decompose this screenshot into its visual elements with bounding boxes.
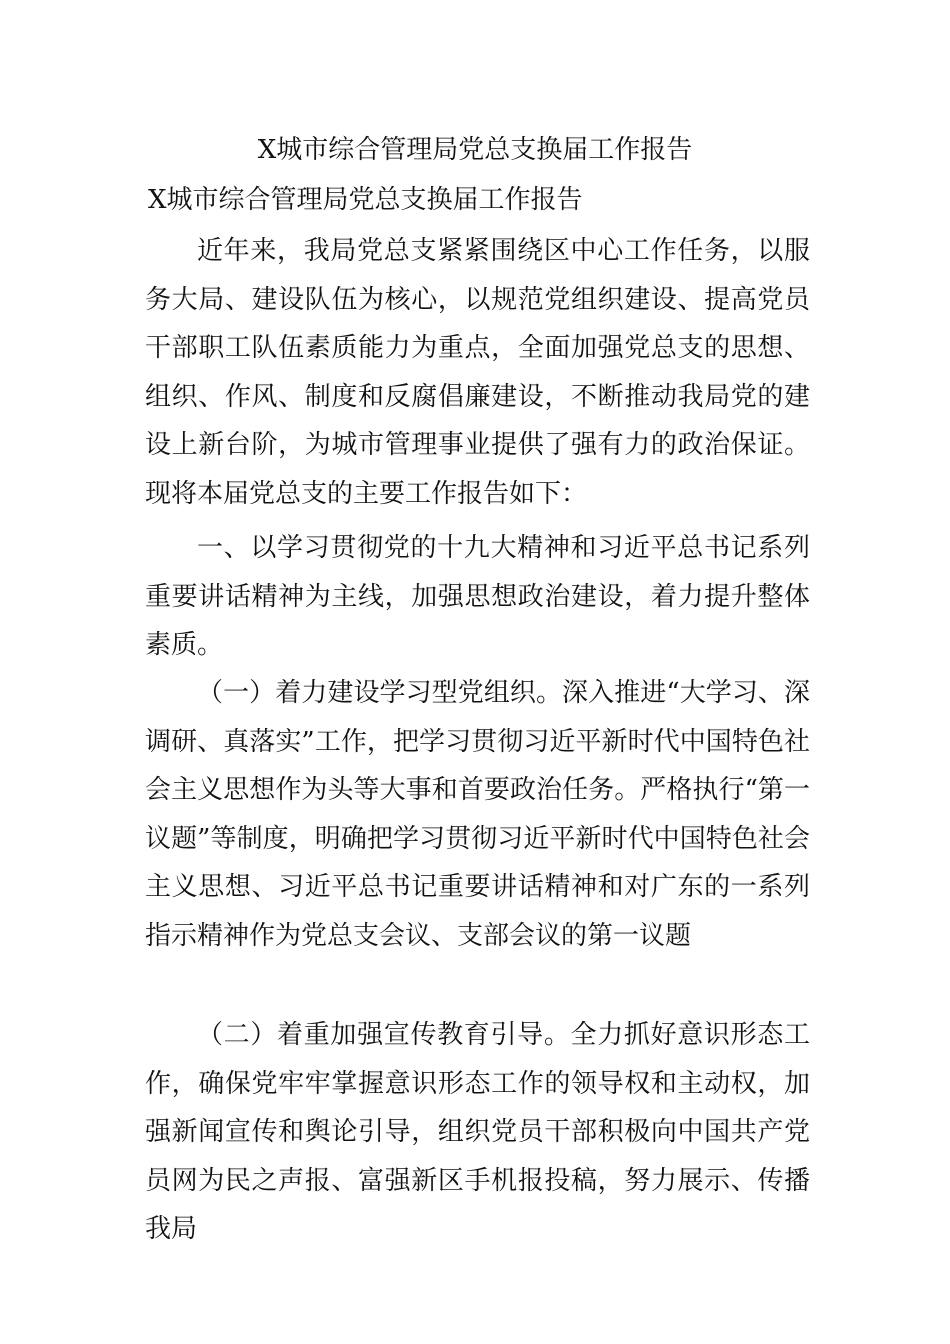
paragraph-item-two: （二）着重加强宣传教育引导。全力抓好意识形态工作，确保党牢牢掌握意识形态工作的领导权和主动权，加强新闻宣传和舆论引导，组织党员干部积极向中国共产党员网为民之声报、富强新区手机报投稿，努力展示、传播我局: [145, 1020, 810, 1244]
document-subtitle: X城市综合管理局党总支换届工作报告: [148, 185, 583, 215]
paragraph-item-one: （一）着力建设学习型党组织。深入推进“大学习、深调研、真落实”工作，把学习贯彻习近平新时代中国特色社会主义思想作为头等大事和首要政治任务。严格执行“第一议题”等制度，明确把学习贯彻习近平新时代中国特色社会主义思想、习近平总书记重要讲话精神和对广东的一系列指示精神作为党总支会议、支部会议的第一议题: [145, 678, 810, 951]
paragraph-intro: 近年来，我局党总支紧紧围绕区中心工作任务，以服务大局、建设队伍为核心，以规范党组织建设、提高党员干部职工队伍素质能力为重点，全面加强党总支的思想、组织、作风、制度和反腐倡廉建设，不断推动我局党的建设上新台阶，为城市管理事业提供了强有力的政治保证。现将本届党总支的主要工作报告如下：: [145, 236, 810, 509]
document-title: X城市综合管理局党总支换届工作报告: [257, 135, 693, 165]
paragraph-section-one: 一、以学习贯彻党的十九大精神和习近平总书记系列重要讲话精神为主线，加强思想政治建设，着力提升整体素质。: [145, 533, 810, 660]
